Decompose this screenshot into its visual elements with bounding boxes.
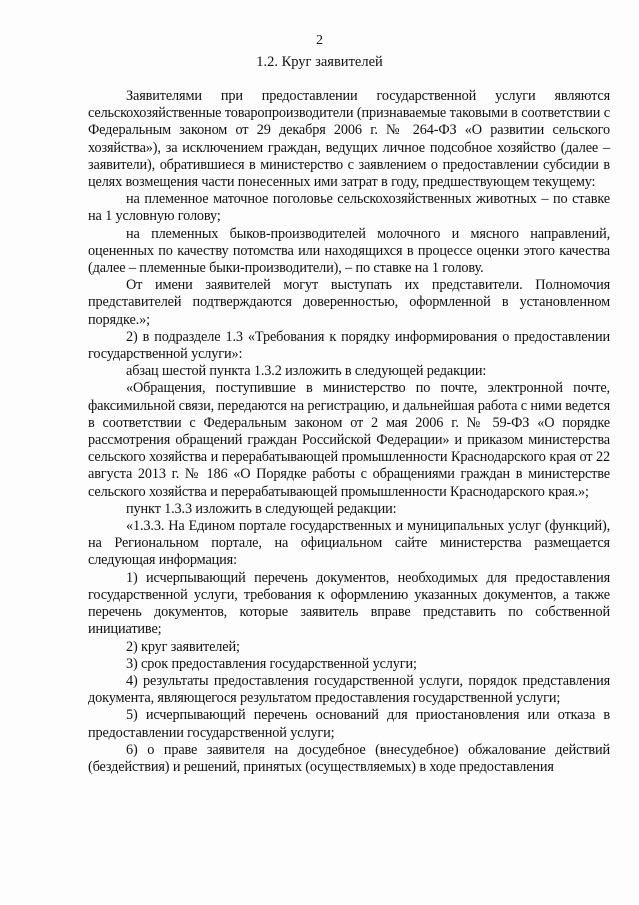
paragraph-representatives: От имени заявителей могут выступать их представители. Полномочия представителей подтверждаются доверенностью, оформленной в установленном порядке.»; [88, 277, 610, 328]
list-item-4: 4) результаты предоставления государственной услуги, порядок представления документа, являющегося результатом предоставления государственной услуги; [88, 672, 610, 707]
document-body [88, 88, 610, 776]
paragraph-clause-1-3-3-intro: пункт 1.3.3 изложить в следующей редакции: [126, 500, 397, 517]
list-item-5: 5) исчерпывающий перечень оснований для приостановления или отказа в предоставлении государственной услуги; [88, 707, 610, 741]
paragraph-clause-1-3-3: «1.3.3. На Едином портале государственных и муниципальных услуг (функций), на Региональном портале, на официальном сайте министерства размещается следующая информация: [88, 518, 610, 569]
page-number: 2 [316, 33, 323, 48]
paragraph-appeals: «Обращения, поступившие в министерство по почте, электронной почте, факсимильной связи, передаются на регистрацию, и дальнейшая работа с ними ведется в соответствии с Федеральным законом от 2 мая 2006 г. № 59-ФЗ «О порядке рассмотрения обращений граждан Российской Федерации» и приказом министерства сельского хозяйства и перерабатывающей промышленности Краснодарского края от 22 августа 2013 г. № 186 «О Порядке работы с обращениями граждан в министерстве сельского хозяйства и перерабатывающей промышленности Краснодарского края.»; [88, 380, 610, 500]
section-heading: 1.2. Круг заявителей [256, 54, 383, 70]
paragraph-clause-1-3-2-intro: абзац шестой пункта 1.3.2 изложить в следующей редакции: [126, 363, 487, 380]
list-item-6: 6) о праве заявителя на досудебное (внесудебное) обжалование действий (бездействия) и решений, принятых (осуществляемых) в ходе предоставления [88, 741, 610, 775]
paragraph-breeding-livestock: на племенное маточное поголовье сельскохозяйственных животных – по ставке на 1 условную голову; [88, 191, 610, 225]
paragraph-subsection-1-3: 2) в подразделе 1.3 «Требования к порядку информирования о предоставлении государственной услуги»: [88, 328, 610, 363]
list-item-3: 3) срок предоставления государственной услуги; [126, 655, 417, 672]
list-item-1: 1) исчерпывающий перечень документов, необходимых для предоставления государственной услуги, требования к оформлению указанных документов, а также перечень документов, которые заявитель вправе представить по собственной инициативе; [88, 569, 610, 638]
paragraph-applicants-definition: Заявителями при предоставлении государственной услуги являются сельскохозяйственные товаропроизводители (признаваемые таковыми в соответствии с Федеральным законом от 29 декабря 2006 г. № 264-ФЗ «О развитии сельского хозяйства»), за исключением граждан, ведущих личное подсобное хозяйство (далее – заявители), обратившиеся в министерство с заявлением о предоставлении субсидии в целях возмещения части понесенных ими затрат в году, предшествующем текущему: [88, 88, 610, 191]
list-item-2: 2) круг заявителей; [126, 638, 240, 655]
paragraph-breeding-bulls: на племенных быков-производителей молочного и мясного направлений, оцененных по качеству потомства или находящихся в процессе оценки этого качества (далее – племенные быки-производители), – по ставке на 1 голову. [88, 225, 610, 277]
